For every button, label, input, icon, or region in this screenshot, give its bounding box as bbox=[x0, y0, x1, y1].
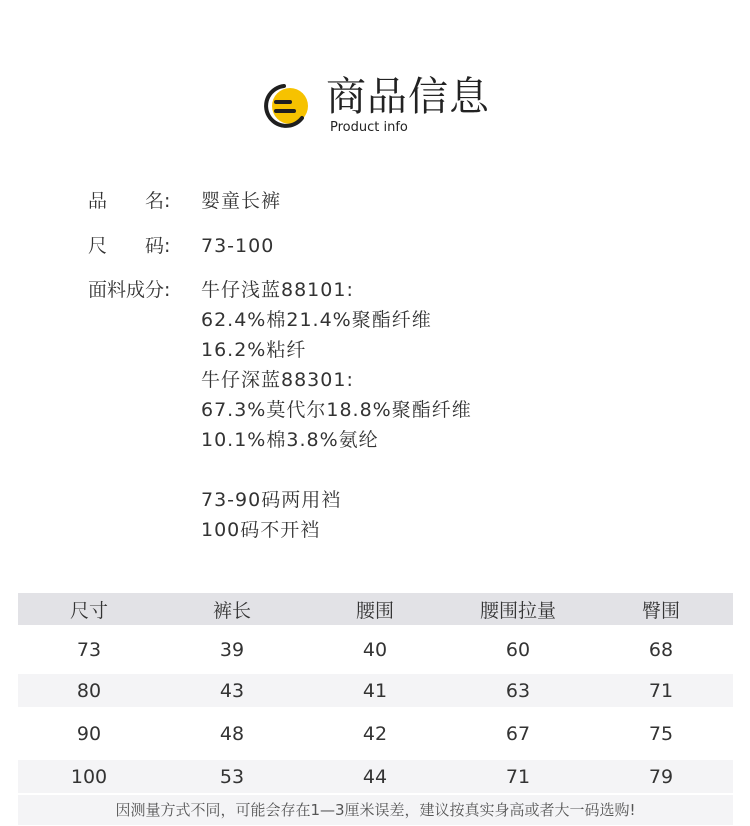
table-cell: 68 bbox=[648, 638, 674, 661]
table-row bbox=[18, 674, 733, 707]
table-row bbox=[18, 717, 733, 750]
fabric-line: 牛仔浅蓝88101: bbox=[201, 279, 354, 301]
table-cell: 79 bbox=[648, 765, 674, 788]
table-cell: 39 bbox=[219, 638, 245, 661]
size-table bbox=[18, 593, 733, 793]
table-header-cell: 腰围拉量 bbox=[479, 599, 556, 622]
table-header-cell: 臀围 bbox=[641, 599, 680, 622]
table-cell: 43 bbox=[219, 679, 245, 702]
fabric-line: 16.2%粘纤 bbox=[201, 339, 307, 361]
fabric-line: 牛仔深蓝88301: bbox=[201, 369, 354, 391]
fabric-composition bbox=[201, 275, 472, 545]
table-cell: 67 bbox=[505, 722, 531, 745]
fabric-line: 62.4%棉21.4%聚酯纤维 bbox=[201, 309, 432, 331]
info-value-name: 婴童长裤 bbox=[201, 190, 282, 212]
info-label-fabric: 面料成分: bbox=[88, 279, 171, 301]
table-cell: 71 bbox=[648, 679, 674, 702]
fabric-line: 10.1%棉3.8%氨纶 bbox=[201, 429, 379, 451]
spacer bbox=[201, 455, 472, 485]
table-cell: 63 bbox=[505, 679, 531, 702]
table-cell: 53 bbox=[219, 765, 245, 788]
table-cell: 42 bbox=[362, 722, 388, 745]
crotch-note: 100码不开裆 bbox=[201, 519, 321, 541]
table-cell: 60 bbox=[505, 638, 531, 661]
section-header bbox=[262, 74, 522, 138]
table-cell: 41 bbox=[362, 679, 388, 702]
table-cell: 40 bbox=[362, 638, 388, 661]
info-row-fabric bbox=[88, 275, 472, 545]
info-label-size: 尺 码: bbox=[88, 235, 171, 257]
fabric-line: 67.3%莫代尔18.8%聚酯纤维 bbox=[201, 399, 472, 421]
info-label-name: 品 名: bbox=[88, 190, 171, 212]
table-cell: 48 bbox=[219, 722, 245, 745]
measurement-note: 因测量方式不同，可能会存在1—3厘米误差，建议按真实身高或者大一码选购! bbox=[18, 795, 733, 825]
info-row-name bbox=[88, 186, 472, 216]
table-cell: 80 bbox=[76, 679, 102, 702]
table-row bbox=[18, 760, 733, 793]
page-subtitle: Product info bbox=[330, 120, 408, 135]
info-value-size: 73-100 bbox=[201, 235, 275, 257]
document-lines-icon bbox=[262, 80, 314, 132]
table-cell: 100 bbox=[70, 765, 108, 788]
table-cell: 73 bbox=[76, 638, 102, 661]
page-title: 商品信息 bbox=[326, 74, 490, 120]
table-cell: 71 bbox=[505, 765, 531, 788]
table-header-cell: 腰围 bbox=[355, 599, 394, 622]
table-cell: 44 bbox=[362, 765, 388, 788]
table-cell: 75 bbox=[648, 722, 674, 745]
table-cell: 90 bbox=[76, 722, 102, 745]
info-row-size bbox=[88, 231, 472, 261]
table-header-cell: 裤长 bbox=[212, 599, 251, 622]
crotch-note: 73-90码两用裆 bbox=[201, 489, 342, 511]
table-header-row bbox=[18, 593, 733, 625]
table-row bbox=[18, 633, 733, 666]
table-header-cell: 尺寸 bbox=[69, 599, 108, 622]
product-info bbox=[88, 186, 472, 545]
